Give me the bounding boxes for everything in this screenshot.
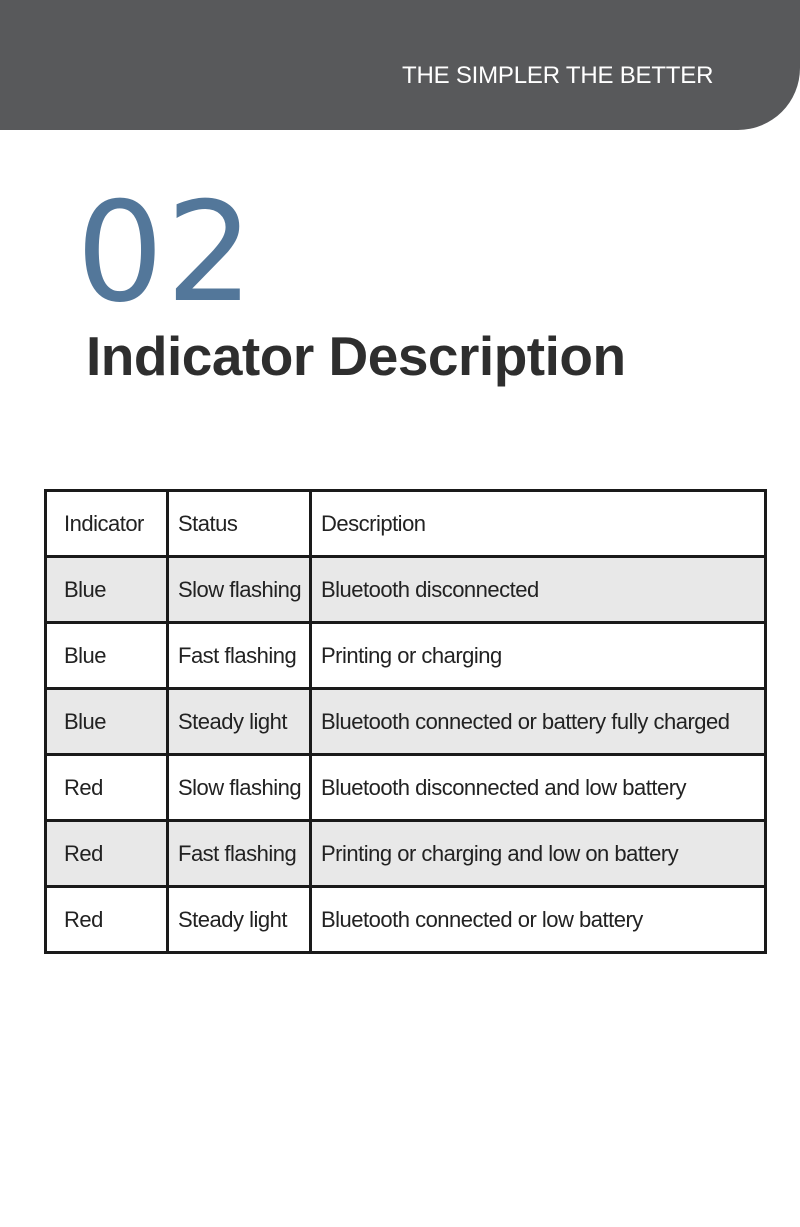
section-title: Indicator Description	[86, 325, 626, 387]
status-cell: Steady light	[168, 887, 311, 953]
table-row	[46, 689, 766, 755]
header-tagline: THE SIMPLER THE BETTER	[402, 62, 714, 89]
indicator-cell: Blue	[46, 623, 168, 689]
indicator-cell: Red	[46, 821, 168, 887]
description-cell: Bluetooth connected or low battery	[311, 887, 766, 953]
status-cell: Steady light	[168, 689, 311, 755]
description-cell: Bluetooth connected or battery fully charged	[311, 689, 766, 755]
column-header-description: Description	[311, 491, 766, 557]
table-row	[46, 755, 766, 821]
description-cell: Bluetooth disconnected	[311, 557, 766, 623]
status-cell: Fast flashing	[168, 623, 311, 689]
column-header-indicator: Indicator	[46, 491, 168, 557]
description-cell: Bluetooth disconnected and low battery	[311, 755, 766, 821]
status-cell: Slow flashing	[168, 755, 311, 821]
status-cell: Slow flashing	[168, 557, 311, 623]
table-row	[46, 557, 766, 623]
table-row	[46, 887, 766, 953]
description-cell: Printing or charging and low on battery	[311, 821, 766, 887]
description-cell: Printing or charging	[311, 623, 766, 689]
indicator-cell: Blue	[46, 557, 168, 623]
indicator-table	[44, 489, 767, 954]
table-header-row	[46, 491, 766, 557]
column-header-status: Status	[168, 491, 311, 557]
table-row	[46, 623, 766, 689]
indicator-cell: Blue	[46, 689, 168, 755]
indicator-cell: Red	[46, 887, 168, 953]
status-cell: Fast flashing	[168, 821, 311, 887]
table-row	[46, 821, 766, 887]
section-number: 02	[76, 172, 256, 333]
indicator-cell: Red	[46, 755, 168, 821]
header-banner	[0, 0, 800, 130]
